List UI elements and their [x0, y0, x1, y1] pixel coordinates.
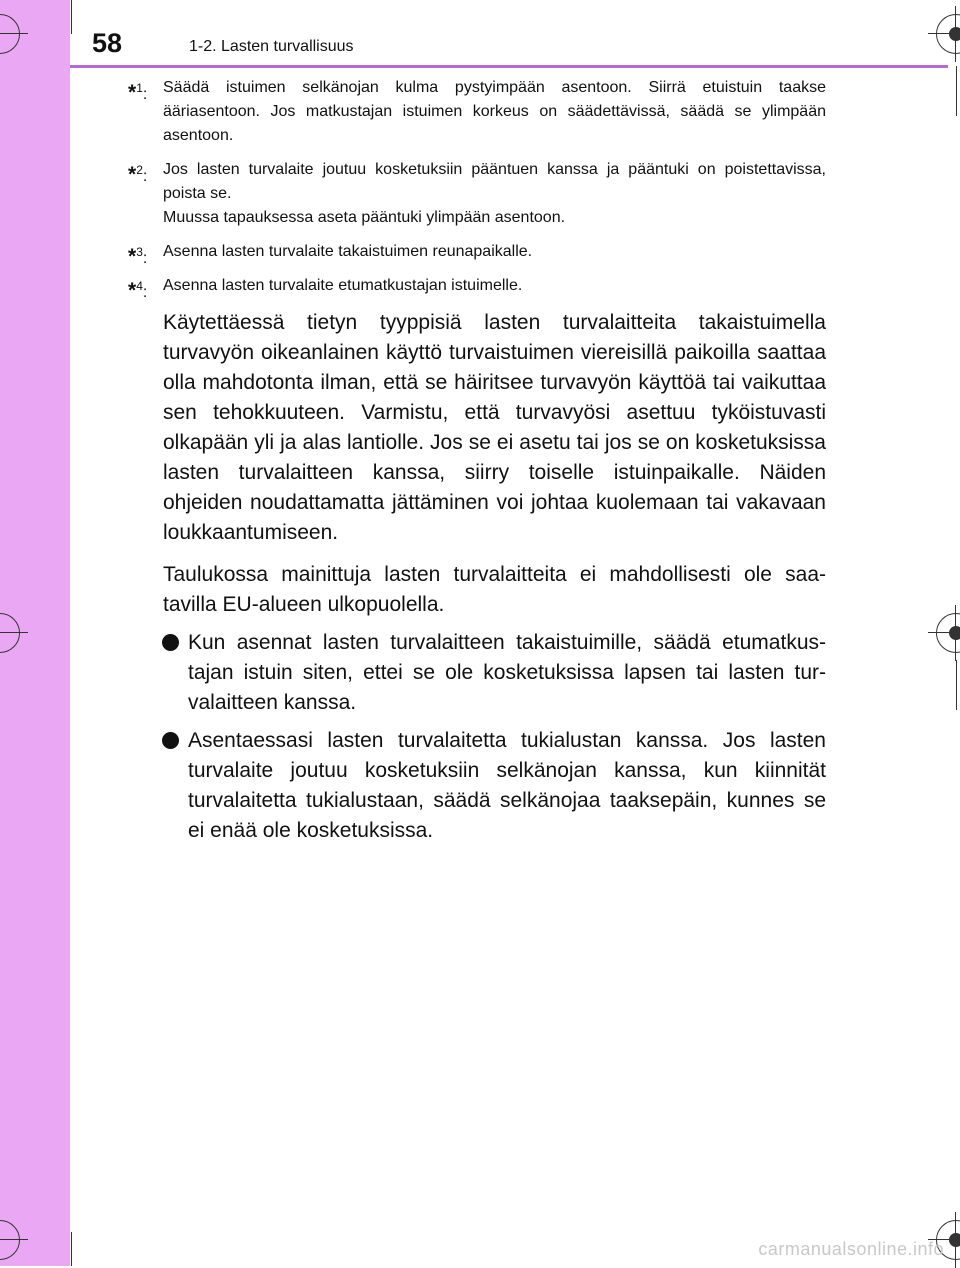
footnote-3 [128, 240, 826, 268]
bullet-item [128, 726, 826, 846]
bullet-text: Kun asennat lasten turvalaitteen takaistuimille, säädä etumatkus-tajan istuin siten, ettei se ole kosketuksissa lapsen tai lasten tur-valaitteen kanssa. [188, 631, 826, 714]
footnote-text: Muussa tapauksessa aseta pääntuki ylimpään asentoon. [163, 209, 566, 226]
footnote-2 [128, 158, 826, 230]
warning-paragraph: Käytettäessä tietyn tyyppisiä lasten turvalaitteita takaistuimella turvavyön oikeanlainen käyttö turvaistuimen viereisillä paikoilla saattaa olla mahdotonta ilman, että se häiritsee turvavyön käyttöä tai vaikuttaa sen tehokkuuteen. Varmistu, että turvavyösi asettuu tyköistuvasti olkapään yli ja alas lantiolle. Jos se ei asetu tai jos se on kosketuksissa lasten turvalaitteen kanssa, siirry toiselle istuinpaikalle. Näiden ohjeiden noudattamatta jättäminen voi johtaa kuolemaan tai vakavaan loukkaantumiseen. [163, 311, 826, 544]
footnote-text: Säädä istuimen selkänojan kulma pystyimpään asentoon. Siirrä etuistuin taakse ääriasentoon. Jos matkustajan istuimen korkeus on säädettävissä, säädä se ylimpään asentoon. [163, 79, 826, 144]
crop-mark-icon [0, 605, 28, 661]
page-number: 58 [92, 28, 123, 58]
footnote-text: Asenna lasten turvalaite takaistuimen reunapaikalle. [163, 243, 533, 260]
header-rule [70, 65, 948, 68]
trim-line [71, 0, 72, 34]
crop-mark-icon [0, 6, 28, 62]
footnote-marker: *$^3$: [128, 245, 148, 268]
trim-line [71, 1232, 72, 1266]
footnote-text: Jos lasten turvalaite joutuu kosketuksiin pääntuen kanssa ja pääntuki on poistettavissa, poista se. [163, 161, 826, 202]
bullet-item [128, 628, 826, 718]
watermark: carmanualsonline.info [758, 1239, 944, 1259]
availability-paragraph: Taulukossa mainittuja lasten turvalaitteita ei mahdollisesti ole saa-tavilla EU-alueen ulkopuolella. [163, 563, 826, 616]
bullet-text: Asentaessasi lasten turvalaitetta tukialustan kanssa. Jos lasten turvalaite joutuu kosketuksiin selkänojan kanssa, kun kiinnität turvalaitetta tukialustaan, säädä selkänojaa taaksepäin, kunnes se ei enää ole kosketuksissa. [188, 729, 826, 842]
bullet-icon [162, 634, 179, 651]
section-title: 1-2. Lasten turvallisuus [189, 38, 354, 55]
registration-mark-icon [928, 6, 960, 62]
footnote-marker: *$^4$: [128, 279, 148, 302]
registration-mark-icon [928, 605, 960, 661]
trim-line [956, 66, 957, 116]
crop-mark-icon [0, 1212, 28, 1268]
page-content [128, 76, 826, 846]
footnote-marker: *$^1$: [128, 81, 148, 104]
bullet-icon [162, 732, 179, 749]
footnote-4 [128, 274, 826, 302]
footnote-marker: *$^2$: [128, 163, 148, 186]
trim-line [956, 660, 957, 710]
footnote-1 [128, 76, 826, 148]
footnote-text: Asenna lasten turvalaite etumatkustajan istuimelle. [163, 277, 523, 294]
